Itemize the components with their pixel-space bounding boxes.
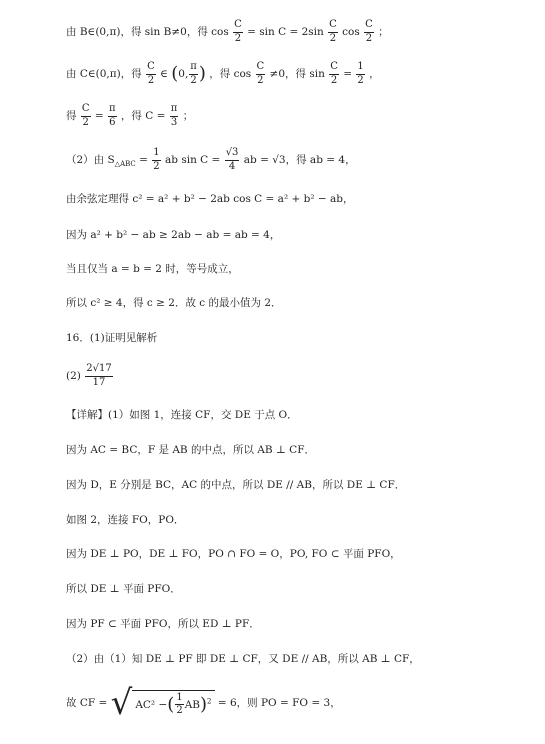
- text: AB: [184, 698, 200, 711]
- fraction: $\frac{C}{2}$: [234, 19, 242, 44]
- text: =: [94, 110, 104, 122]
- fraction: $\frac{√3}{4}$: [225, 147, 239, 172]
- detail-line-5: 因为 DE ⊥ PO，DE ⊥ FO，PO ∩ FO = O，PO, FO ⊂ 平面 PFO，: [66, 548, 401, 560]
- solution-line-7: 当且仅当 a = b = 2 时，等号成立，: [66, 263, 239, 275]
- fraction: $\frac{C}{2}$: [256, 61, 265, 86]
- fraction: $\frac{C}{2}$: [81, 103, 90, 128]
- fraction: $\frac{1}{2}$: [357, 61, 364, 86]
- solution-line-8: 所以 c² ≥ 4，得 c ≥ 2．故 c 的最小值为 2．: [66, 297, 282, 309]
- detail-line-2: 因为 AC = BC，F 是 AB 的中点，所以 AB ⊥ CF．: [66, 444, 315, 456]
- detail-line-9: [66, 683, 341, 723]
- solution-line-5: 由余弦定理得 c² = a² + b² − 2ab cos C = a² + b² − ab，: [66, 193, 354, 205]
- text: ，得 C =: [120, 110, 166, 122]
- text: （2）由 S: [66, 154, 115, 166]
- text: cos: [342, 26, 360, 38]
- text: =: [343, 68, 353, 80]
- fraction: $\frac{\pi}{3}$: [170, 103, 178, 128]
- fraction: $\frac{C}{2}$: [330, 61, 338, 86]
- text: 故 CF =: [66, 697, 108, 709]
- text: 0,: [178, 68, 189, 80]
- text: ；: [182, 110, 194, 122]
- answer-part-2: [66, 364, 114, 388]
- solution-line-1: [66, 20, 389, 44]
- text: ，: [369, 68, 380, 80]
- fraction: $\frac{C}{2}$: [147, 61, 155, 86]
- paren: ): [198, 63, 206, 84]
- text: 由 B∈(0,π)，得 sin B≠0，得 cos: [66, 26, 229, 38]
- fraction: $\frac{\pi}{2}$: [190, 61, 197, 86]
- fraction: $\frac{\pi}{6}$: [109, 103, 116, 128]
- text: =: [135, 154, 148, 166]
- text: ；: [378, 26, 389, 38]
- subscript: △ABC: [114, 160, 136, 169]
- detail-line-8: （2）由（1）知 DE ⊥ PF 即 DE ⊥ CF，又 DE // AB，所以 AB ⊥ CF，: [66, 653, 420, 665]
- text: 得: [66, 110, 77, 122]
- fraction: $\frac{1}{2}$: [176, 691, 183, 716]
- detail-line-4: 如图 2，连接 FO，PO．: [66, 514, 185, 526]
- fraction: $\frac{C}{2}$: [365, 19, 373, 44]
- text: AC² −: [135, 698, 168, 711]
- text: ，得 cos: [209, 68, 252, 80]
- text: ∈: [160, 68, 168, 80]
- paren: (: [171, 63, 179, 84]
- text: = sin C = 2sin: [247, 26, 324, 38]
- solution-line-6: 因为 a² + b² − ab ≥ 2ab − ab = ab = 4，: [66, 229, 281, 241]
- text: 由 C∈(0,π)，得: [66, 68, 142, 80]
- fraction: $\frac{1}{2}$: [153, 147, 160, 172]
- solution-line-3: [66, 104, 193, 128]
- text: ≠0，得 sin: [269, 68, 325, 80]
- fraction: $\frac{2√17}{17}$: [86, 363, 112, 388]
- text: = 6，则 PO = FO = 3，: [217, 697, 341, 709]
- fraction: $\frac{C}{2}$: [329, 19, 337, 44]
- solution-line-2: [66, 62, 380, 86]
- detail-line-6: 所以 DE ⊥ 平面 PFO．: [66, 583, 181, 595]
- text: ab sin C =: [165, 154, 221, 166]
- detail-line-3: 因为 D，E 分别是 BC，AC 的中点，所以 DE // AB，所以 DE ⊥ CF．: [66, 479, 406, 491]
- question-16-heading: 16．(1)证明见解析: [66, 332, 158, 344]
- solution-line-4: [66, 148, 356, 172]
- detail-line-1: 【详解】(1）如图 1，连接 CF，交 DE 于点 O．: [66, 409, 298, 421]
- text: ab = √3，得 ab = 4，: [243, 154, 356, 166]
- detail-line-7: 因为 PF ⊂ 平面 PFO，所以 ED ⊥ PF．: [66, 618, 260, 630]
- radical: √ AC² −( $\frac{1}{2}$ AB)$^2$: [111, 686, 215, 720]
- text: (2): [66, 370, 81, 382]
